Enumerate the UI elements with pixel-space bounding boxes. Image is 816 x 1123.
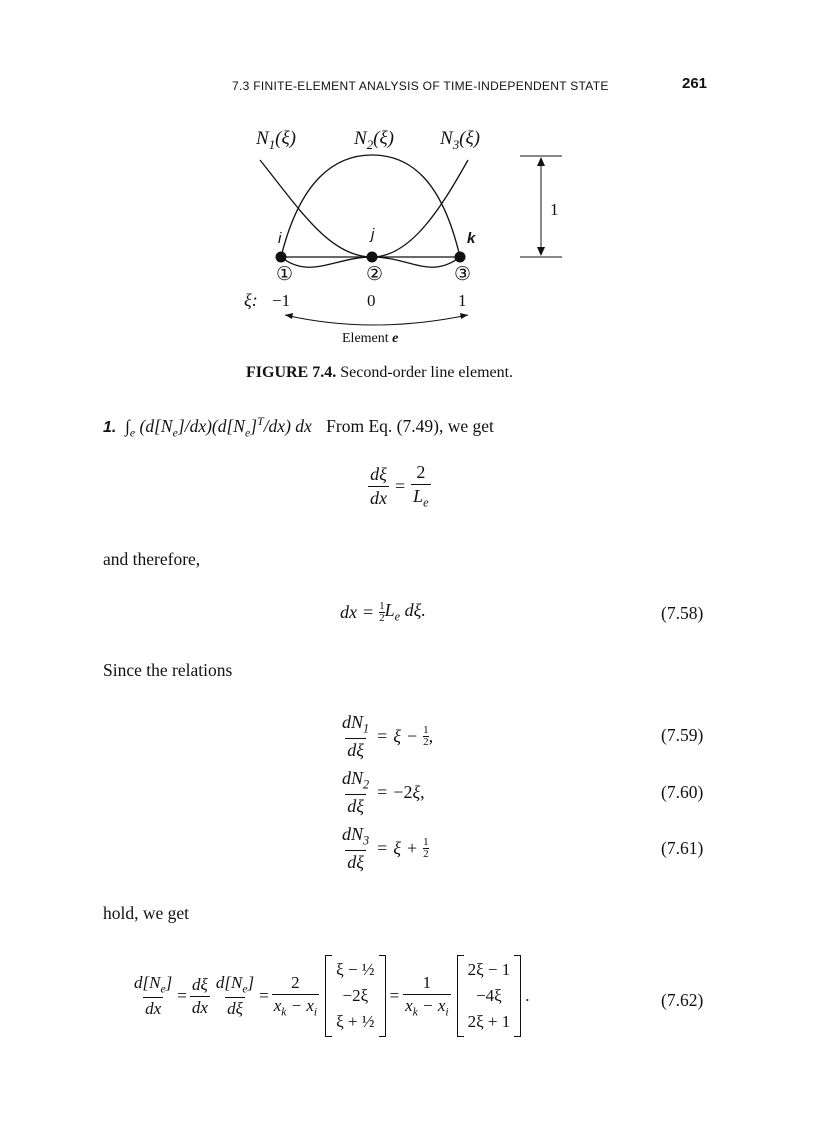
element-arrow xyxy=(285,315,468,325)
equation-7-59: $\frac{dN_1}{d\xi}$ = ξ − $\frac{1}{2}$ , xyxy=(342,712,434,760)
label-n2: $N_2(\xi)$ xyxy=(354,128,394,152)
equation-number-7-60: (7.60) xyxy=(661,782,704,802)
equation-7-61: $\frac{dN_3}{d\xi}$ = ξ + $\frac{1}{2}$ xyxy=(342,824,429,872)
node-k xyxy=(455,252,466,263)
matrix-derivatives: ξ − ½ −2ξ ξ + ½ xyxy=(325,955,385,1037)
figure-7-4 xyxy=(230,120,630,360)
xi-value-0: 0 xyxy=(367,291,376,310)
equation-number-7-62: (7.62) xyxy=(661,990,704,1010)
equation-number-7-58: (7.58) xyxy=(661,603,704,623)
element-label: Element e xyxy=(342,331,399,346)
equation-7-60: $\frac{dN_2}{d\xi}$ = −2 ξ , xyxy=(342,768,425,816)
curve-n1 xyxy=(260,160,460,267)
equation-7-58: dx = $\frac{1}{2}$ $L_e$ dξ. xyxy=(340,599,426,624)
node-i xyxy=(276,252,287,263)
node-letter-k: k xyxy=(467,230,476,247)
xi-label: ξ: xyxy=(244,290,258,310)
page-number: 261 xyxy=(682,75,708,92)
node-letter-j: j xyxy=(371,226,375,243)
equation-number-7-59: (7.59) xyxy=(661,725,704,745)
curve-n3 xyxy=(281,160,468,267)
text-hold-we-get: hold, we get xyxy=(103,903,190,923)
equation-dxi-dx: $\frac{d\xi}{dx}$ = $\frac{2}{L_e}$ xyxy=(370,462,429,510)
text-and-therefore: and therefore, xyxy=(103,549,201,569)
node-number-1: ① xyxy=(276,264,294,285)
xi-value-1: 1 xyxy=(458,291,467,310)
text-since-relations: Since the relations xyxy=(103,660,233,680)
equation-7-62: $\frac{d[N_e]}{dx}$ = $\frac{d\xi}{dx}$ $\frac{d[N_e]}{d\xi}$ = $\frac{2}{x_k - x_i}$ ξ − ½ −2ξ ξ + ½ = $\frac{1}{x_k - x_i}$ 2ξ − 1 −4ξ 2ξ + 1 . xyxy=(132,955,530,1037)
scale-value: 1 xyxy=(550,200,559,219)
equation-number-7-61: (7.61) xyxy=(661,838,704,858)
figure-caption: FIGURE 7.4. Second-order line element. xyxy=(246,364,514,381)
running-header: 7.3 FINITE-ELEMENT ANALYSIS OF TIME-INDEPENDENT STATE xyxy=(232,79,609,93)
shape-function-diagram xyxy=(230,120,630,360)
label-n3: $N_3(\xi)$ xyxy=(440,128,480,152)
node-letter-i: i xyxy=(278,230,282,247)
label-n1: $N_1(\xi)$ xyxy=(256,128,296,152)
node-number-3: ③ xyxy=(454,264,472,285)
matrix-simplified: 2ξ − 1 −4ξ 2ξ + 1 xyxy=(457,955,522,1037)
node-number-2: ② xyxy=(366,264,384,285)
item-1-heading: 1. $\int_e$ $(d[N_e]/dx)(d[N_e]^T/dx)$ dx From Eq. (7.49), we get xyxy=(103,414,494,440)
xi-value-minus1: −1 xyxy=(272,291,291,310)
node-j xyxy=(367,252,378,263)
